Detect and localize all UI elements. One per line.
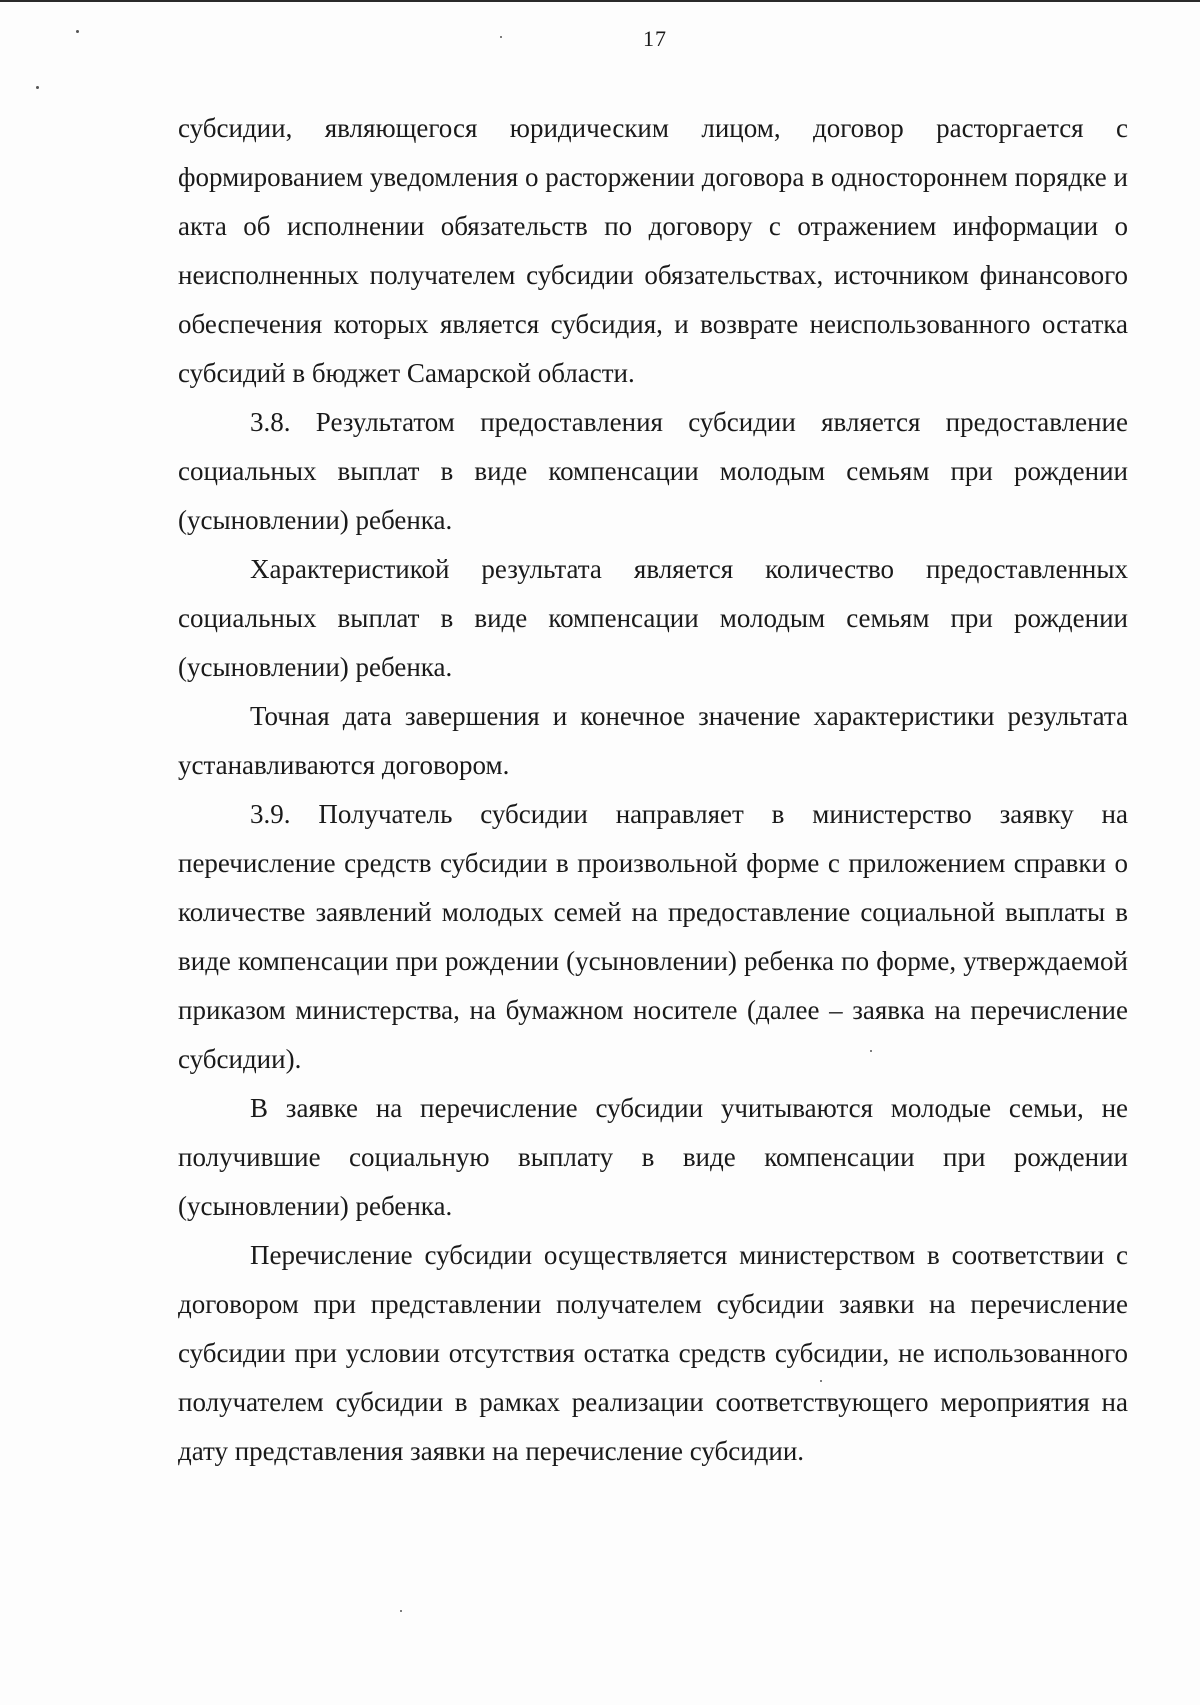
paragraph-3-9: 3.9. Получатель субсидии направляет в министерство заявку на перечисление средств субсидии в произвольной форме с приложением справки о количестве заявлений молодых семей на предоставление социальной выплаты в виде компенсации при рождении (усыновлении) ребенка по форме, утверждаемой приказом министерства, на бумажном носителе (далее – заявка на перечисление субсидии).: [178, 799, 1128, 1074]
scan-speck: [76, 30, 79, 33]
document-body: [178, 104, 1128, 1476]
paragraph-result-characteristic: Характеристикой результата является количество предоставленных социальных выплат в виде компенсации молодым семьям при рождении (усыновлении) ребенка.: [178, 554, 1128, 682]
paragraph-transfer-conditions: Перечисление субсидии осуществляется министерством в соответствии с договором при представлении получателем субсидии заявки на перечисление субсидии при условии отсутствия остатка средств субсидии, не использованного получателем субсидии в рамках реализации соответствующего мероприятия на дату представления заявки на перечисление субсидии.: [178, 1240, 1128, 1466]
scan-speck: [500, 36, 502, 38]
paragraph-continuation: субсидии, являющегося юридическим лицом, договор расторгается с формированием уведомления о расторжении договора в одностороннем порядке и акта об исполнении обязательств по договору с отражением информации о неисполненных получателем субсидии обязательствах, источником финансового обеспечения которых является субсидия, и возврате неиспользованного остатка субсидий в бюджет Самарской области.: [178, 113, 1128, 388]
top-border-line: [0, 0, 1200, 2]
scan-speck: [36, 86, 39, 89]
scan-speck: [870, 1050, 872, 1052]
scan-speck: [820, 1380, 822, 1382]
paragraph-3-8: 3.8. Результатом предоставления субсидии является предоставление социальных выплат в виде компенсации молодым семьям при рождении (усыновлении) ребенка.: [178, 407, 1128, 535]
paragraph-completion-date: Точная дата завершения и конечное значение характеристики результата устанавливаются договором.: [178, 701, 1128, 780]
paragraph-application-families: В заявке на перечисление субсидии учитываются молодые семьи, не получившие социальную выплату в виде компенсации при рождении (усыновлении) ребенка.: [178, 1093, 1128, 1221]
scan-speck: [400, 1610, 402, 1612]
page-number: 17: [643, 26, 667, 51]
